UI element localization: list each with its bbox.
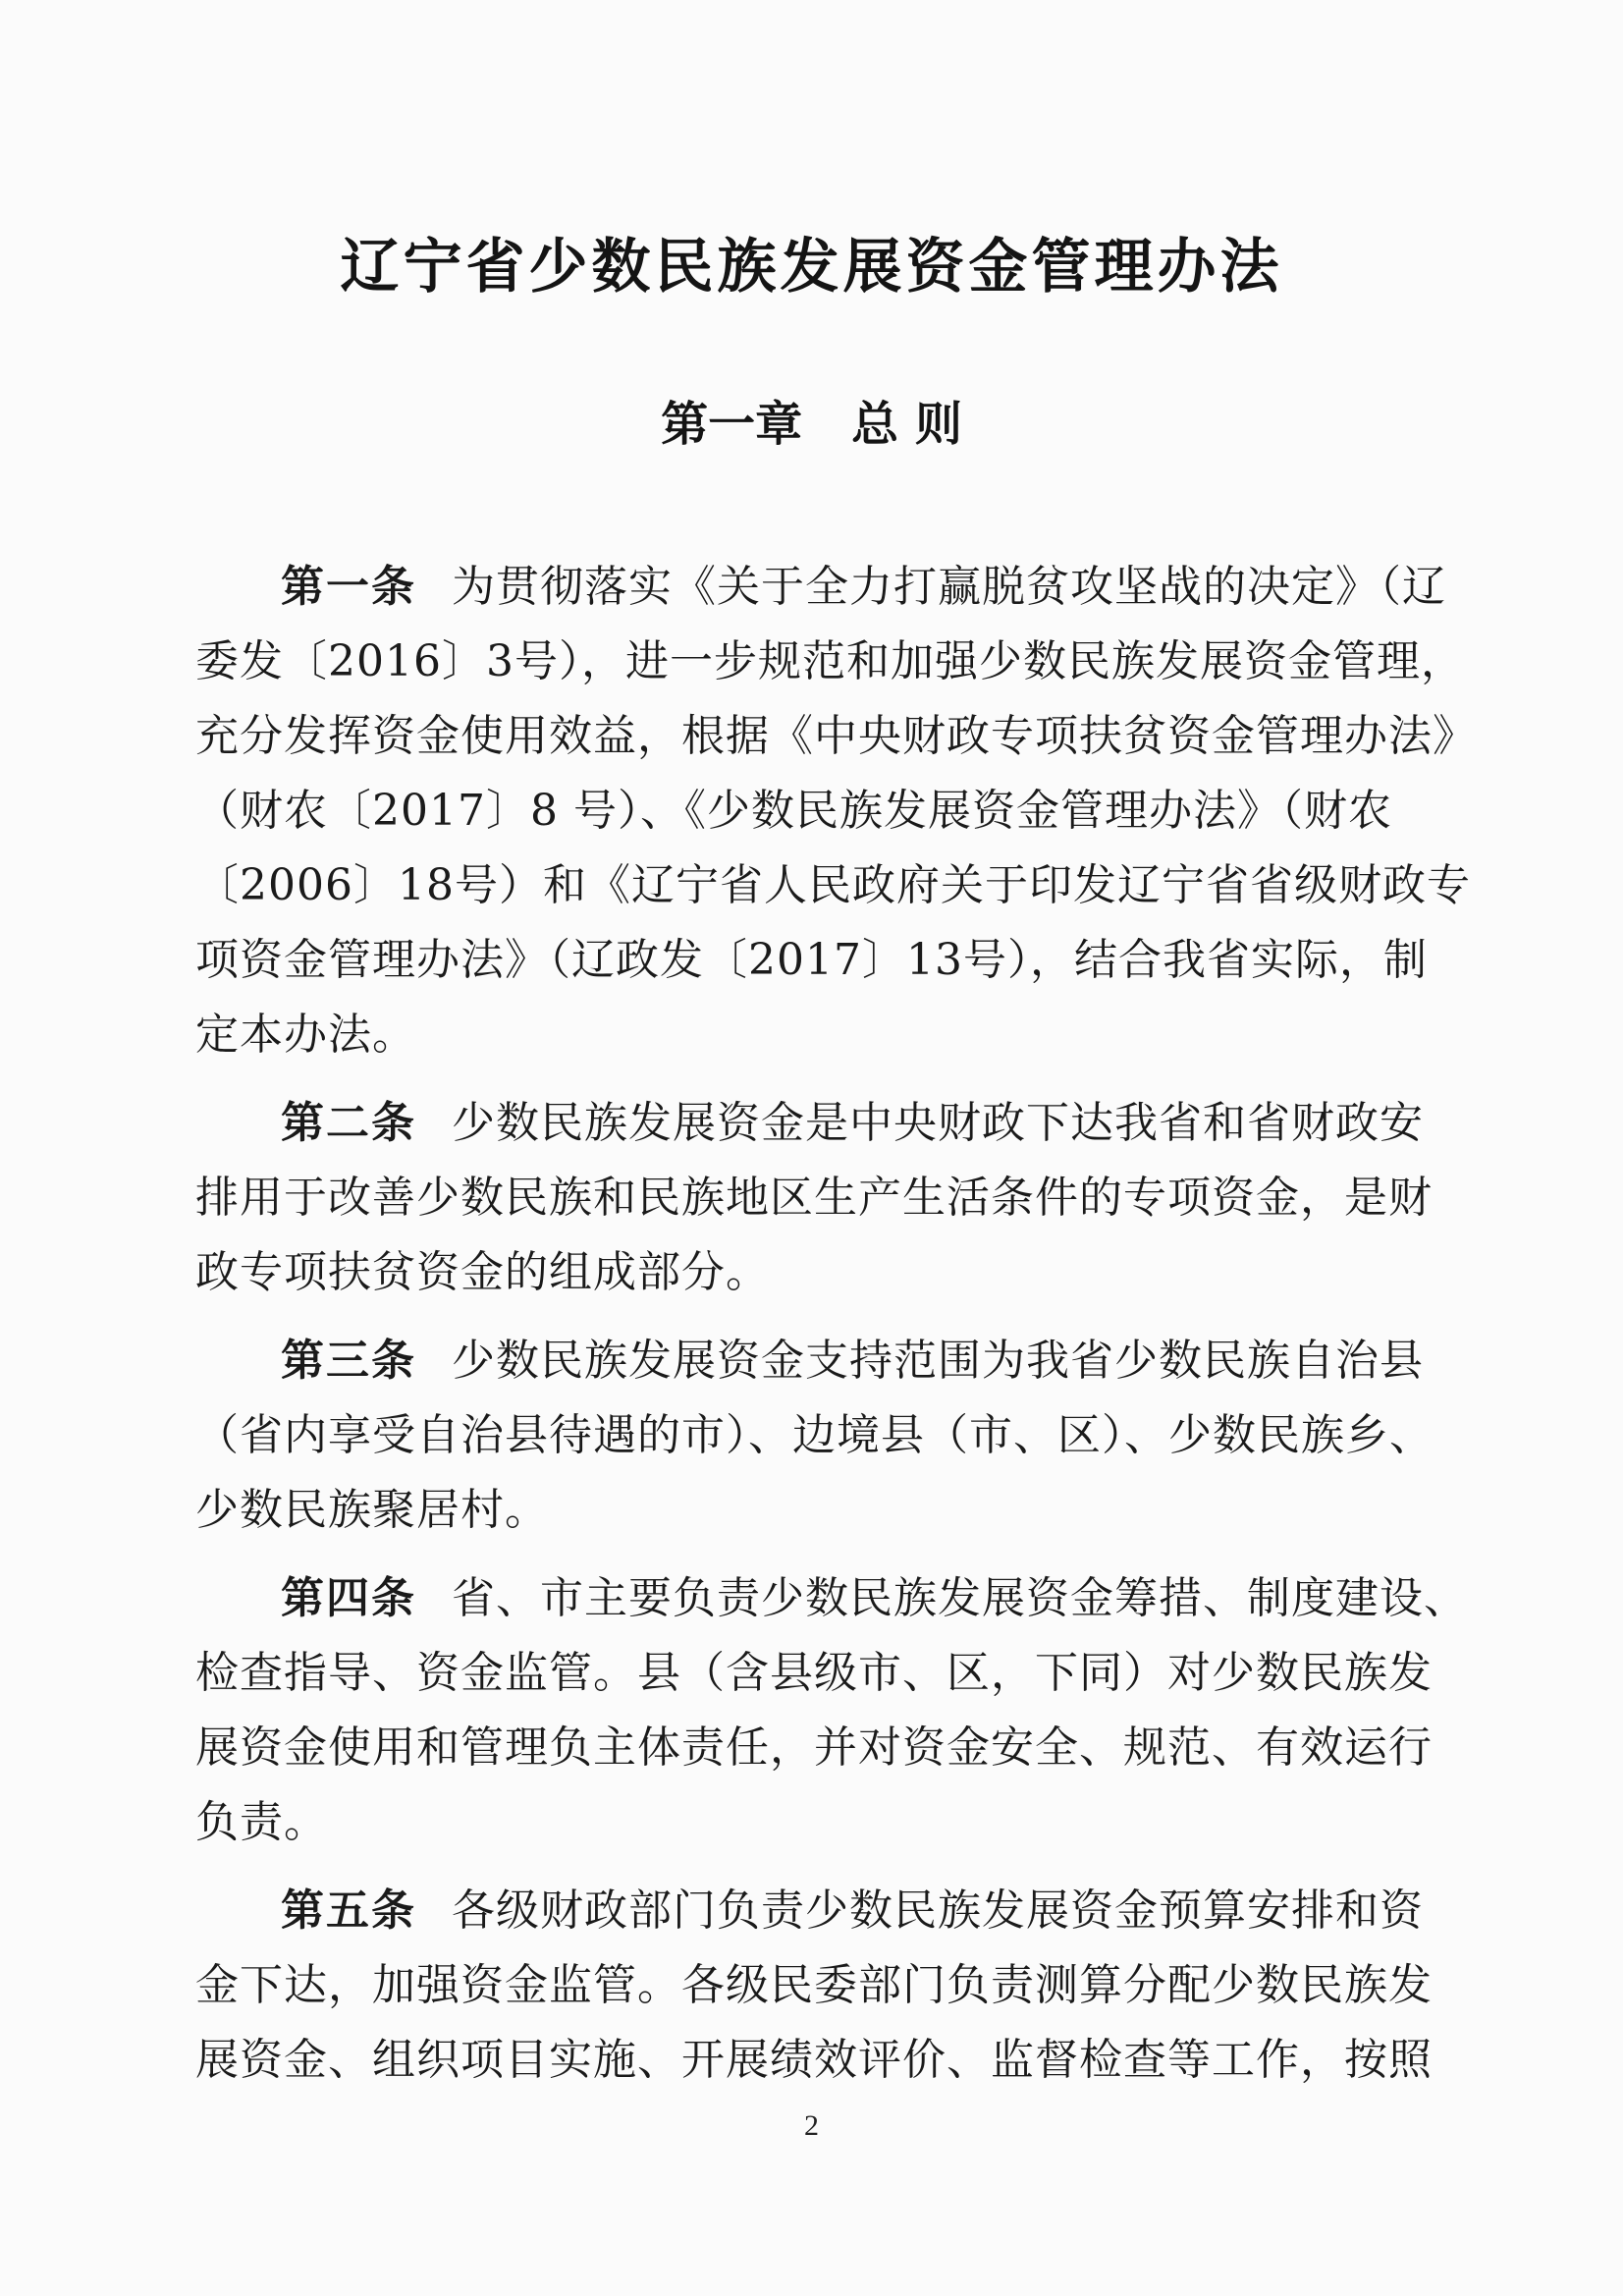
article-1-line-4: （财农〔2017〕8 号）、《少数民族发展资金管理办法》（财农 xyxy=(195,786,1392,836)
article-1-line-7: 定本办法。 xyxy=(195,1010,416,1060)
article-2-line-2: 排用于改善少数民族和民族地区生产生活条件的专项资金，是财 xyxy=(195,1173,1433,1223)
chapter-name: 总 则 xyxy=(851,397,962,452)
article-1-text-1: 为贯彻落实《关于全力打赢脱贫攻坚战的决定》（辽 xyxy=(452,562,1446,612)
article-1-line-2: 委发〔2016〕3号），进一步规范和加强少数民族发展资金管理， xyxy=(195,636,1465,686)
article-1-line-1 xyxy=(281,560,1446,615)
page-number: 2 xyxy=(804,2109,819,2142)
article-3-text-1: 少数民族发展资金支持范围为我省少数民族自治县 xyxy=(452,1336,1424,1386)
article-5-line-1 xyxy=(281,1884,1433,1939)
article-2-line-3: 政专项扶贫资金的组成部分。 xyxy=(195,1247,770,1297)
article-5-label: 第五条 xyxy=(281,1886,416,1936)
chapter-label: 第一章 xyxy=(661,397,803,452)
article-1-line-5: 〔2006〕18号）和《辽宁省人民政府关于印发辽宁省省级财政专 xyxy=(195,860,1471,910)
document-title: 辽宁省少数民族发展资金管理办法 xyxy=(340,233,1283,301)
article-5-text-1: 各级财政部门负责少数民族发展资金预算安排和资 xyxy=(452,1886,1424,1936)
article-3-line-1 xyxy=(281,1334,1433,1389)
article-5-line-2: 金下达，加强资金监管。各级民委部门负责测算分配少数民族发 xyxy=(195,1960,1433,2010)
article-2-text-1: 少数民族发展资金是中央财政下达我省和省财政安 xyxy=(452,1098,1424,1148)
article-1-line-6: 项资金管理办法》（辽政发〔2017〕13号），结合我省实际，制 xyxy=(195,935,1428,985)
article-4-line-4: 负责。 xyxy=(195,1797,328,1847)
article-4-text-1: 省、市主要负责少数民族发展资金筹措、制度建设、 xyxy=(452,1573,1468,1623)
article-2-line-1 xyxy=(281,1096,1433,1151)
article-4-line-2: 检查指导、资金监管。县（含县级市、区，下同）对少数民族发 xyxy=(195,1648,1433,1698)
article-3-label: 第三条 xyxy=(281,1336,416,1386)
article-1-label: 第一条 xyxy=(281,562,416,612)
article-3-line-3: 少数民族聚居村。 xyxy=(195,1485,549,1535)
article-4-line-1 xyxy=(281,1571,1468,1626)
article-4-line-3: 展资金使用和管理负主体责任，并对资金安全、规范、有效运行 xyxy=(195,1722,1433,1773)
chapter-heading xyxy=(0,393,1623,456)
article-5-line-3: 展资金、组织项目实施、开展绩效评价、监督检查等工作，按照 xyxy=(195,2035,1433,2085)
article-2-label: 第二条 xyxy=(281,1098,416,1148)
article-1-line-3: 充分发挥资金使用效益，根据《中央财政专项扶贫资金管理办法》 xyxy=(195,711,1477,761)
article-3-line-2: （省内享受自治县待遇的市）、边境县（市、区）、少数民族乡、 xyxy=(195,1410,1434,1460)
article-4-label: 第四条 xyxy=(281,1573,416,1623)
